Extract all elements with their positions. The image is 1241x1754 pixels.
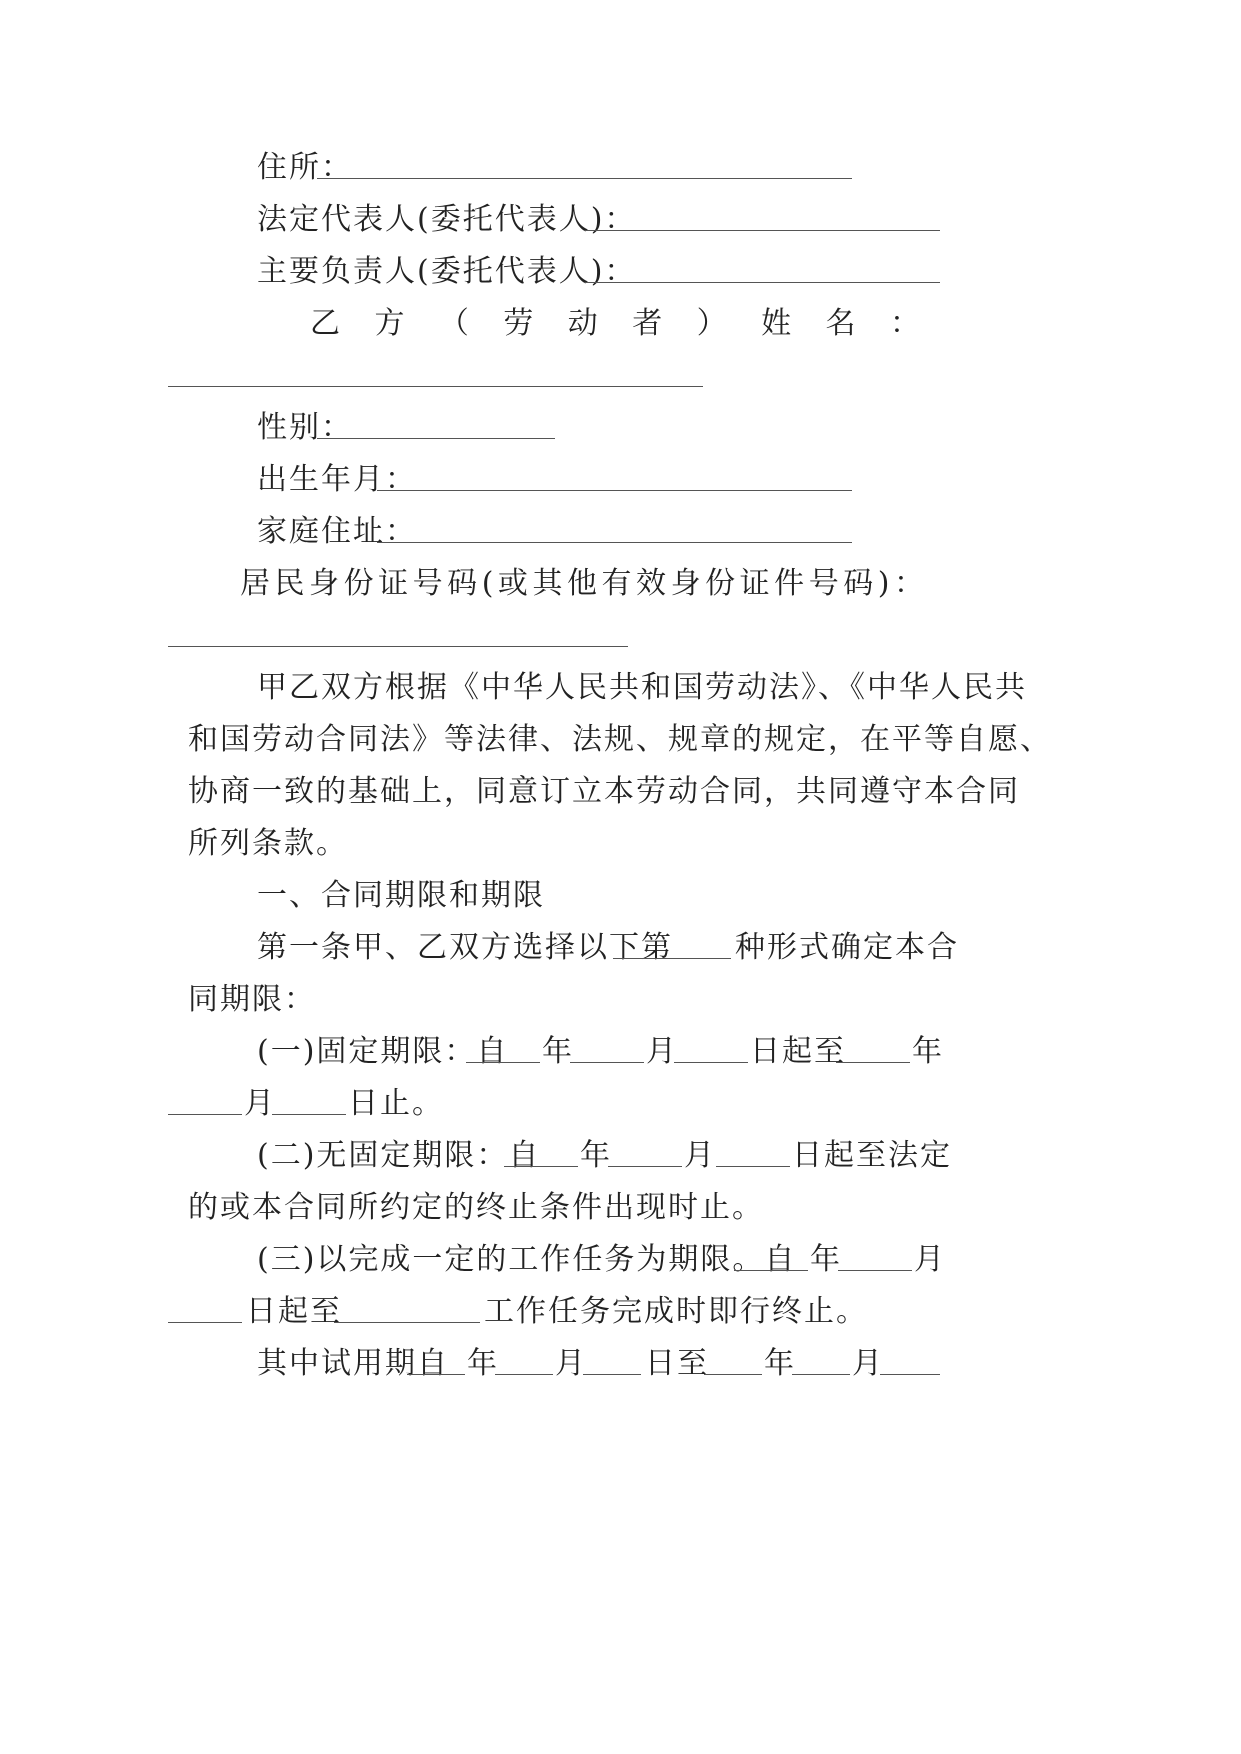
fixed-end-month-blank[interactable] bbox=[168, 1114, 242, 1115]
open-year-text: 年 bbox=[580, 1138, 612, 1173]
fixed-start-year-blank[interactable] bbox=[466, 1062, 540, 1063]
probation-year-text: 年 bbox=[467, 1346, 499, 1381]
home-address-label: 家庭住址： bbox=[257, 514, 417, 549]
open-day-from-text: 日起至法定 bbox=[792, 1138, 952, 1173]
address-blank[interactable] bbox=[317, 178, 852, 179]
fixed-year2-text: 年 bbox=[912, 1034, 944, 1069]
probation-end-month-blank[interactable] bbox=[792, 1374, 850, 1375]
open-term-label: (二)无固定期限：自 bbox=[257, 1138, 541, 1173]
task-start-month-blank[interactable] bbox=[838, 1270, 912, 1271]
fixed-month-text: 月 bbox=[646, 1034, 678, 1069]
birth-label: 出生年月： bbox=[257, 462, 417, 497]
preamble-line-4: 所列条款。 bbox=[188, 826, 348, 861]
open-start-month-blank[interactable] bbox=[608, 1166, 682, 1167]
section-1-heading: 一、合同期限和期限 bbox=[257, 878, 545, 913]
fixed-day-from-text: 日起至 bbox=[750, 1034, 846, 1069]
address-label: 住所： bbox=[257, 150, 353, 185]
fixed-start-day-blank[interactable] bbox=[674, 1062, 748, 1063]
party-b-name-blank[interactable] bbox=[168, 386, 703, 387]
open-start-year-blank[interactable] bbox=[504, 1166, 578, 1167]
probation-end-day-blank[interactable] bbox=[880, 1374, 940, 1375]
birth-blank[interactable] bbox=[377, 490, 852, 491]
id-number-blank[interactable] bbox=[168, 646, 628, 647]
fixed-start-month-blank[interactable] bbox=[570, 1062, 644, 1063]
preamble-line-1: 甲乙双方根据《中华人民共和国劳动法》、《中华人民共 bbox=[257, 670, 1027, 705]
fixed-end-day-blank[interactable] bbox=[272, 1114, 346, 1115]
fixed-end-year-blank[interactable] bbox=[836, 1062, 910, 1063]
open-term-line-2: 的或本合同所约定的终止条件出现时止。 bbox=[188, 1190, 764, 1225]
task-start-day-blank[interactable] bbox=[168, 1322, 242, 1323]
form-choice-blank[interactable] bbox=[613, 958, 731, 959]
probation-end-year-blank[interactable] bbox=[704, 1374, 762, 1375]
open-month-text: 月 bbox=[684, 1138, 716, 1173]
probation-start-day-blank[interactable] bbox=[583, 1374, 641, 1375]
preamble-line-2: 和国劳动合同法》等法律、法规、规章的规定，在平等自愿、 bbox=[188, 722, 1052, 757]
probation-month-text: 月 bbox=[555, 1346, 587, 1381]
task-year-text: 年 bbox=[810, 1242, 842, 1277]
open-start-day-blank[interactable] bbox=[716, 1166, 790, 1167]
task-month-text: 月 bbox=[914, 1242, 946, 1277]
legal-rep-blank[interactable] bbox=[584, 230, 940, 231]
fixed-month2-text: 月 bbox=[244, 1086, 276, 1121]
gender-label: 性别： bbox=[257, 410, 353, 445]
principal-label: 主要负责人(委托代表人)： bbox=[257, 254, 637, 289]
gender-blank[interactable] bbox=[317, 438, 555, 439]
probation-start-year-blank[interactable] bbox=[407, 1374, 465, 1375]
party-b-name-label: 乙方（劳动者）姓名： bbox=[310, 306, 922, 341]
task-day-from-text: 日起至 bbox=[246, 1294, 342, 1329]
probation-month2-text: 月 bbox=[852, 1346, 884, 1381]
probation-start-month-blank[interactable] bbox=[495, 1374, 553, 1375]
fixed-day-to-text: 日止。 bbox=[348, 1086, 444, 1121]
home-address-blank[interactable] bbox=[377, 542, 852, 543]
article-1-line-2: 同期限： bbox=[188, 982, 316, 1017]
task-end-text: 工作任务完成时即行终止。 bbox=[484, 1294, 868, 1329]
preamble-line-3: 协商一致的基础上，同意订立本劳动合同，共同遵守本合同 bbox=[188, 774, 1020, 809]
principal-blank[interactable] bbox=[584, 282, 940, 283]
fixed-term-label: (一)固定期限：自 bbox=[257, 1034, 509, 1069]
probation-label: 其中试用期自 bbox=[257, 1346, 449, 1381]
article-1-text-a: 第一条甲、乙双方选择以下第 bbox=[257, 930, 673, 965]
task-start-year-blank[interactable] bbox=[734, 1270, 808, 1271]
probation-year2-text: 年 bbox=[764, 1346, 796, 1381]
article-1-text-b: 种形式确定本合 bbox=[735, 930, 959, 965]
probation-day-to-text: 日至 bbox=[645, 1346, 709, 1381]
id-number-label: 居民身份证号码(或其他有效身份证件号码)： bbox=[240, 566, 926, 601]
task-term-label: (三)以完成一定的工作任务为期限。自 bbox=[257, 1242, 797, 1277]
legal-rep-label: 法定代表人(委托代表人)： bbox=[257, 202, 637, 237]
task-description-blank[interactable] bbox=[334, 1322, 480, 1323]
fixed-year-text: 年 bbox=[542, 1034, 574, 1069]
